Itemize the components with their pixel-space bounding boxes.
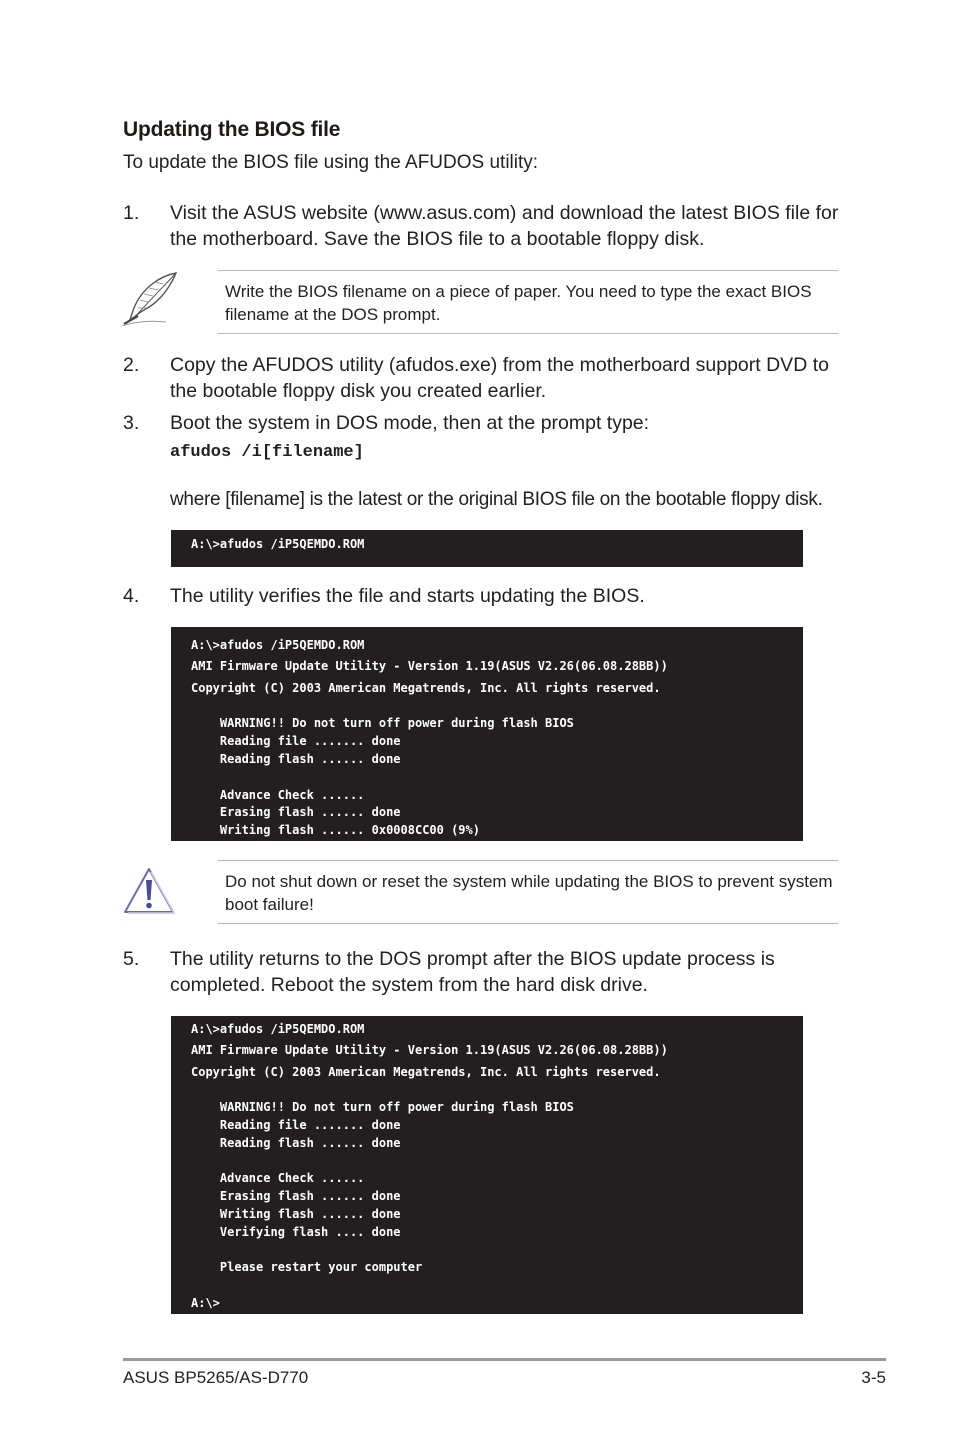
note-text: Write the BIOS filename on a piece of paper. You need to type the exact BIOS filename at the DOS prompt. [225,282,812,324]
step-text: Visit the ASUS website (www.asus.com) and download the latest BIOS file for the motherboard. Save the BIOS file to a bootable floppy disk. [170,202,839,250]
terminal-line: Reading flash ...... done [191,1136,401,1150]
note-bottom-rule [218,333,838,334]
step-number: 1. [123,202,140,224]
terminal-line: AMI Firmware Update Utility - Version 1.19(ASUS V2.26(06.08.28BB)) [191,1043,668,1057]
terminal-line: Erasing flash ...... done [191,1189,401,1203]
terminal-line: Advance Check ...... [191,788,365,802]
terminal-line: A:\>afudos /iP5QEMDO.ROM [191,638,365,652]
footer-rule [123,1358,886,1361]
terminal-screenshot-2 [171,627,803,841]
step-number: 5. [123,948,140,970]
warning-text: Do not shut down or reset the system while updating the BIOS to prevent system boot failure! [225,872,833,914]
step-text: The utility returns to the DOS prompt after the BIOS update process is completed. Reboot the system from the hard disk drive. [170,948,775,996]
warning-triangle-icon [122,866,176,916]
command-text: afudos /i[filename] [170,443,364,462]
step-text: Boot the system in DOS mode, then at the prompt type: [170,412,650,434]
step-text: Copy the AFUDOS utility (afudos.exe) from the motherboard support DVD to the bootable floppy disk you created earlier. [170,354,829,402]
terminal-line: Copyright (C) 2003 American Megatrends, Inc. All rights reserved. [191,681,661,695]
terminal-line: Copyright (C) 2003 American Megatrends, Inc. All rights reserved. [191,1065,661,1079]
section-heading: Updating the BIOS file [123,118,341,141]
step-number: 2. [123,354,140,376]
terminal-line: A:\> [191,1296,220,1310]
terminal-line: Writing flash ...... 0x0008CC00 (9%) [191,823,480,837]
page-number: 3-5 [861,1368,886,1387]
terminal-line: Erasing flash ...... done [191,805,401,819]
step-text: The utility verifies the file and starts updating the BIOS. [170,585,645,607]
terminal-screenshot-3 [171,1016,803,1314]
step-number: 3. [123,412,140,434]
terminal-line: WARNING!! Do not turn off power during flash BIOS [191,1100,574,1114]
filename-explanation: where [filename] is the latest or the original BIOS file on the bootable floppy disk. [170,489,823,510]
terminal-line: AMI Firmware Update Utility - Version 1.19(ASUS V2.26(06.08.28BB)) [191,659,668,673]
note-top-rule [218,270,838,271]
terminal-line: Reading file ....... done [191,734,401,748]
terminal-line: Advance Check ...... [191,1171,365,1185]
feather-pen-icon [120,270,182,328]
terminal-line: WARNING!! Do not turn off power during flash BIOS [191,716,574,730]
terminal-line: Reading flash ...... done [191,752,401,766]
terminal-line: Reading file ....... done [191,1118,401,1132]
terminal-line: A:\>afudos /iP5QEMDO.ROM [191,537,365,551]
terminal-line: Writing flash ...... done [191,1207,401,1221]
intro-text: To update the BIOS file using the AFUDOS utility: [123,152,539,173]
terminal-line: Please restart your computer [191,1260,423,1274]
terminal-screenshot-1 [171,530,803,567]
terminal-line: Verifying flash .... done [191,1225,401,1239]
warning-top-rule [218,860,838,861]
step-number: 4. [123,585,140,607]
terminal-line: A:\>afudos /iP5QEMDO.ROM [191,1022,365,1036]
footer-product-name: ASUS BP5265/AS-D770 [123,1368,309,1387]
warning-bottom-rule [218,923,838,924]
